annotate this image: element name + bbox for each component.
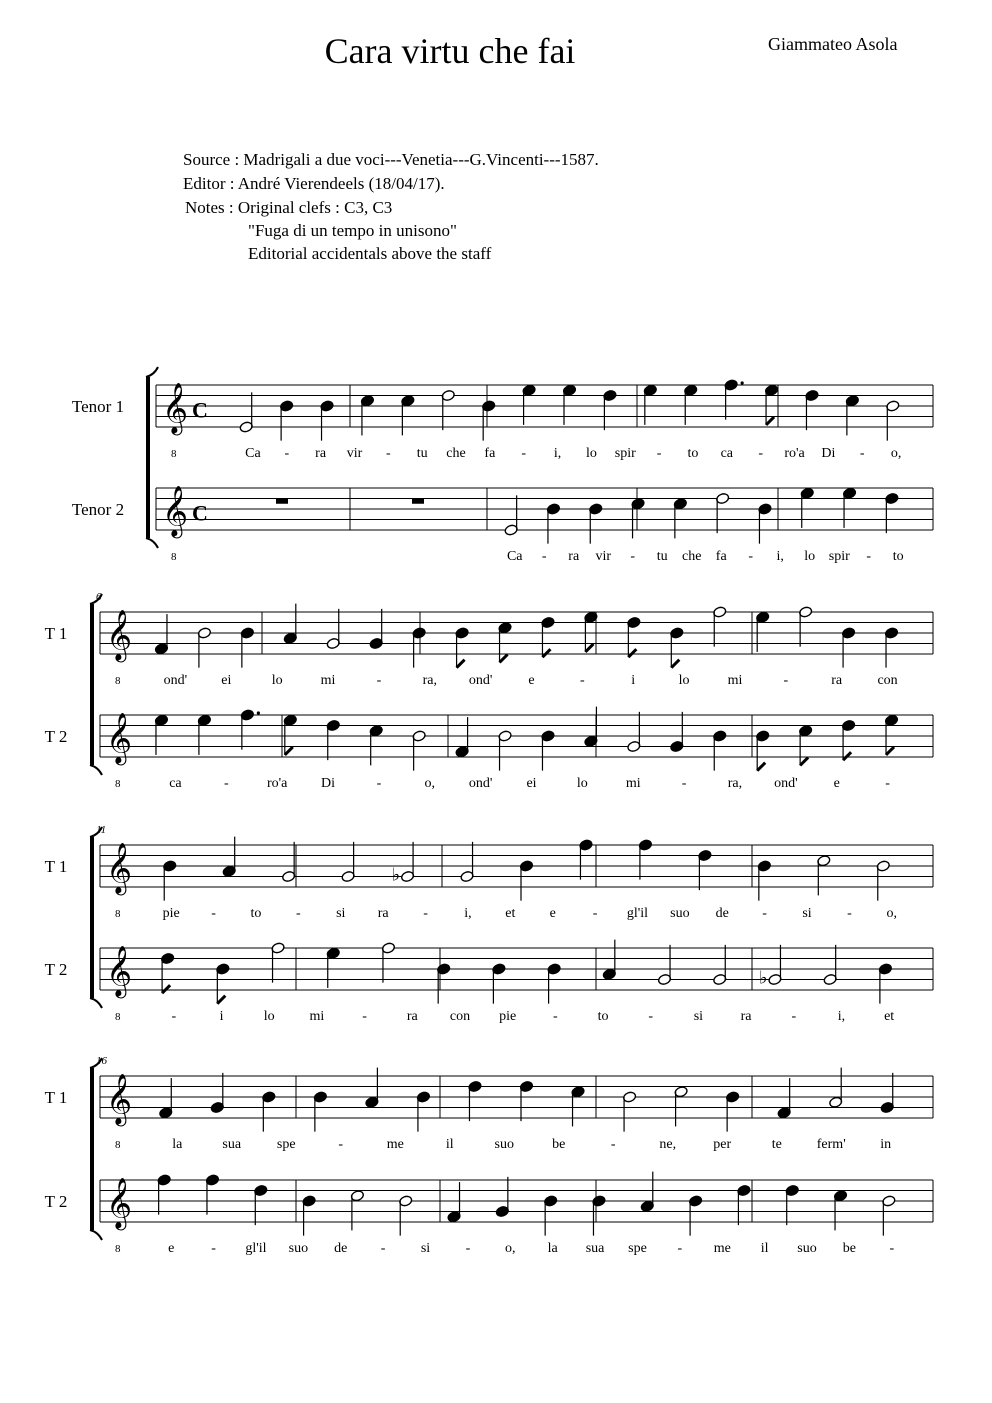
lyric-syllable: -	[362, 1009, 367, 1024]
voice-label: Tenor 2	[71, 500, 125, 519]
lyric-syllable: o,	[505, 1241, 516, 1256]
voice-label: T 1	[44, 624, 68, 643]
lyric-syllable: ei	[221, 673, 232, 688]
lyric-syllable: -	[783, 673, 789, 688]
voice-label: T 1	[44, 1088, 68, 1107]
note-flag	[843, 752, 851, 760]
lyric-syllable: ra	[740, 1009, 752, 1024]
treble-clef-icon: 𝄞	[106, 843, 133, 893]
whole-rest-icon	[276, 499, 288, 504]
lyric-syllable: -	[748, 549, 754, 564]
lyric-syllable: -	[423, 906, 428, 921]
treble-clef-icon: 𝄞	[106, 610, 133, 660]
lyric-syllable: si	[802, 906, 812, 921]
lyric-syllable: per	[713, 1137, 732, 1152]
lyric-syllable: spir	[614, 446, 636, 461]
lyric-syllable: ra	[831, 673, 843, 688]
lyric-syllable: mi	[727, 673, 743, 688]
editor-line: Editor : André Vierendeels (18/04/17).	[183, 174, 445, 193]
time-signature: C	[192, 397, 208, 423]
bracket-bottom	[90, 765, 102, 775]
lyric-syllable: spe	[628, 1241, 647, 1256]
lyric-syllable: -	[592, 906, 598, 921]
note-flag	[162, 985, 170, 993]
bracket-bottom	[90, 1230, 102, 1240]
lyric-syllable: -	[791, 1009, 797, 1024]
lyric-syllable: -	[376, 776, 382, 791]
lyric-syllable: e	[168, 1241, 175, 1256]
lyric-syllable: -	[553, 1009, 558, 1024]
lyric-syllable: -	[889, 1241, 895, 1256]
lyric-syllable: si	[336, 906, 346, 921]
whole-rest-icon	[412, 499, 424, 504]
note-flag	[217, 996, 225, 1004]
lyric-syllable: Ca	[245, 446, 261, 461]
lyric-syllable: -	[211, 1241, 216, 1256]
note-flag	[757, 763, 765, 771]
notes-line: Notes : Original clefs : C3, C3	[185, 198, 393, 217]
lyric-syllable: e	[528, 673, 535, 688]
lyric-syllable: -	[885, 776, 890, 791]
lyric-syllable: -	[681, 776, 687, 791]
voice-label: T 2	[44, 727, 68, 746]
bracket-bottom	[146, 538, 158, 548]
note-flag	[500, 654, 508, 662]
treble-clef-icon: 𝄞	[106, 1178, 133, 1228]
lyric-syllable: lo	[804, 549, 816, 564]
lyric-syllable: si	[693, 1009, 704, 1024]
lyric-syllable: lo	[678, 673, 690, 688]
note-flag	[800, 757, 808, 765]
measure-number: 6	[96, 591, 102, 603]
voice-label: T 2	[44, 960, 68, 979]
lyric-syllable: -	[610, 1137, 616, 1152]
lyric-syllable: ro'a	[784, 446, 805, 461]
lyric-syllable: ra	[568, 549, 580, 564]
lyric-syllable: ra	[406, 1009, 418, 1024]
lyric-syllable: ca	[720, 446, 734, 461]
lyric-syllable: ca	[169, 776, 182, 791]
lyric-syllable: de	[715, 906, 729, 921]
voice-label: T 2	[44, 1192, 68, 1211]
lyric-syllable: Di	[821, 446, 836, 461]
lyric-syllable: -	[758, 446, 764, 461]
lyric-syllable: mi	[625, 776, 641, 791]
lyric-syllable: -	[521, 446, 527, 461]
lyric-syllable: lo	[585, 446, 597, 461]
lyric-syllable: la	[172, 1137, 183, 1152]
lyric-syllable: suo	[494, 1137, 514, 1152]
lyric-syllable: -	[211, 906, 216, 921]
lyric-syllable: il	[760, 1241, 769, 1256]
lyric-syllable: to	[250, 906, 262, 921]
lyric-syllable: i	[219, 1009, 224, 1024]
lyric-syllable: ond'	[468, 673, 493, 688]
lyric-syllable: lo	[576, 776, 588, 791]
clef-octave-8: 8	[115, 778, 121, 790]
lyric-syllable: et	[884, 1009, 895, 1024]
time-signature: C	[192, 500, 208, 526]
lyric-syllable: -	[762, 906, 767, 921]
lyric-syllable: o,	[886, 906, 898, 921]
lyric-syllable: -	[385, 446, 391, 461]
lyric-syllable: -	[648, 1009, 654, 1024]
bracket-top	[146, 367, 158, 377]
lyric-syllable: to	[597, 1009, 609, 1024]
lyric-syllable: -	[380, 1241, 386, 1256]
lyric-syllable: in	[880, 1137, 892, 1152]
lyric-syllable: i	[631, 673, 636, 688]
clef-octave-8: 8	[115, 675, 121, 687]
note-flag	[671, 660, 679, 668]
lyric-syllable: ra	[315, 446, 327, 461]
composer-name: Giammateo Asola	[768, 34, 898, 54]
lyric-syllable: te	[771, 1137, 782, 1152]
lyric-syllable: o,	[890, 446, 902, 461]
lyric-syllable: -	[866, 549, 872, 564]
lyric-syllable: -	[859, 446, 865, 461]
source-line: Source : Madrigali a due voci---Venetia---G.Vincenti---1587.	[183, 150, 599, 169]
lyric-syllable: mi	[309, 1009, 325, 1024]
lyric-syllable: lo	[263, 1009, 275, 1024]
clef-octave-8: 8	[171, 448, 177, 460]
lyric-syllable: -	[465, 1241, 471, 1256]
lyric-syllable: che	[682, 549, 702, 564]
lyric-syllable: to	[892, 549, 904, 564]
clef-octave-8: 8	[115, 908, 121, 920]
lyric-syllable: ond'	[163, 673, 188, 688]
treble-clef-icon: 𝄞	[106, 946, 133, 996]
treble-clef-icon: 𝄞	[162, 383, 189, 433]
voice-label: Tenor 1	[71, 397, 125, 416]
lyric-syllable: -	[376, 673, 382, 688]
lyric-syllable: suo	[670, 906, 690, 921]
lyric-syllable: vir	[346, 446, 363, 461]
treble-clef-icon: 𝄞	[106, 1074, 133, 1124]
note-flag	[585, 644, 593, 652]
treble-clef-icon: 𝄞	[106, 713, 133, 763]
lyric-syllable: sua	[222, 1137, 242, 1152]
lyric-syllable: i,	[837, 1009, 846, 1024]
lyric-syllable: i,	[464, 906, 472, 921]
lyric-syllable: -	[223, 776, 229, 791]
lyric-syllable: si	[420, 1241, 431, 1256]
lyric-syllable: -	[847, 906, 852, 921]
lyric-syllable: gl'il	[626, 906, 649, 921]
lyric-syllable: -	[338, 1137, 344, 1152]
lyric-syllable: che	[446, 446, 466, 461]
lyric-syllable: -	[541, 549, 547, 564]
lyric-syllable: to	[687, 446, 699, 461]
lyric-syllable: tu	[656, 549, 668, 564]
note-flag	[457, 660, 465, 668]
lyric-syllable: spir	[828, 549, 850, 564]
lyric-syllable: be	[842, 1241, 857, 1256]
flat-accidental-icon: ♭	[391, 864, 401, 885]
lyric-syllable: vir	[595, 549, 612, 564]
piece-title: Cara virtu che fai	[324, 31, 576, 71]
lyric-syllable: ond'	[774, 776, 798, 791]
note-flag	[886, 747, 894, 755]
clef-octave-8: 8	[115, 1139, 121, 1151]
clef-octave-8: 8	[115, 1243, 121, 1255]
lyric-syllable: be	[552, 1137, 566, 1152]
note-flag	[628, 649, 636, 657]
dot	[257, 711, 260, 714]
lyric-syllable: me	[713, 1241, 731, 1256]
lyric-syllable: et	[505, 906, 516, 921]
treble-clef-icon: 𝄞	[162, 486, 189, 536]
lyric-syllable: ferm'	[816, 1137, 846, 1152]
lyric-syllable: ond'	[468, 776, 493, 791]
lyric-syllable: fa	[484, 446, 496, 461]
lyric-syllable: tu	[416, 446, 428, 461]
lyric-syllable: Ca	[506, 549, 523, 564]
lyric-syllable: Di	[321, 776, 336, 791]
flat-accidental-icon: ♭	[758, 967, 768, 988]
notes-accidentals-line: Editorial accidentals above the staff	[248, 244, 492, 263]
lyric-syllable: ne,	[659, 1137, 677, 1152]
measure-number: 16	[96, 1055, 107, 1067]
lyric-syllable: pie	[499, 1009, 517, 1024]
lyric-syllable: ro'a	[266, 776, 288, 791]
lyric-syllable: ei	[526, 776, 537, 791]
lyric-syllable: con	[877, 673, 898, 688]
lyric-syllable: lo	[271, 673, 283, 688]
lyric-syllable: de	[334, 1241, 348, 1256]
dot	[741, 381, 744, 384]
lyric-syllable: spe	[276, 1137, 296, 1152]
lyric-syllable: suo	[797, 1241, 817, 1256]
lyric-syllable: fa	[715, 549, 727, 564]
lyric-syllable: -	[284, 446, 290, 461]
lyric-syllable: e	[549, 906, 556, 921]
voice-label: T 1	[44, 857, 68, 876]
clef-octave-8: 8	[115, 1011, 121, 1023]
note-flag	[766, 417, 774, 425]
lyric-syllable: -	[171, 1009, 177, 1024]
lyric-syllable: -	[580, 673, 585, 688]
note-flag	[285, 747, 293, 755]
notes-fuga-line: "Fuga di un tempo in unisono"	[248, 221, 457, 240]
note-flag	[542, 649, 550, 657]
lyric-syllable: il	[445, 1137, 454, 1152]
lyric-syllable: e	[833, 776, 840, 791]
lyric-syllable: la	[547, 1241, 558, 1256]
lyric-syllable: pie	[162, 906, 180, 921]
lyric-syllable: sua	[585, 1241, 605, 1256]
lyric-syllable: -	[677, 1241, 683, 1256]
lyric-syllable: -	[296, 906, 301, 921]
lyric-syllable: -	[656, 446, 662, 461]
lyric-syllable: ra	[377, 906, 389, 921]
measure-number: 11	[96, 824, 107, 836]
lyric-syllable: ra,	[727, 776, 743, 791]
lyric-syllable: o,	[424, 776, 436, 791]
lyric-syllable: i,	[776, 549, 784, 564]
lyric-syllable: mi	[320, 673, 336, 688]
lyric-syllable: con	[449, 1009, 471, 1024]
lyric-syllable: suo	[288, 1241, 309, 1256]
lyric-syllable: ra,	[422, 673, 437, 688]
bracket-bottom	[90, 998, 102, 1008]
clef-octave-8: 8	[171, 551, 177, 563]
lyric-syllable: me	[386, 1137, 404, 1152]
lyric-syllable: i,	[553, 446, 562, 461]
lyric-syllable: -	[630, 549, 636, 564]
lyric-syllable: gl'il	[245, 1241, 267, 1256]
